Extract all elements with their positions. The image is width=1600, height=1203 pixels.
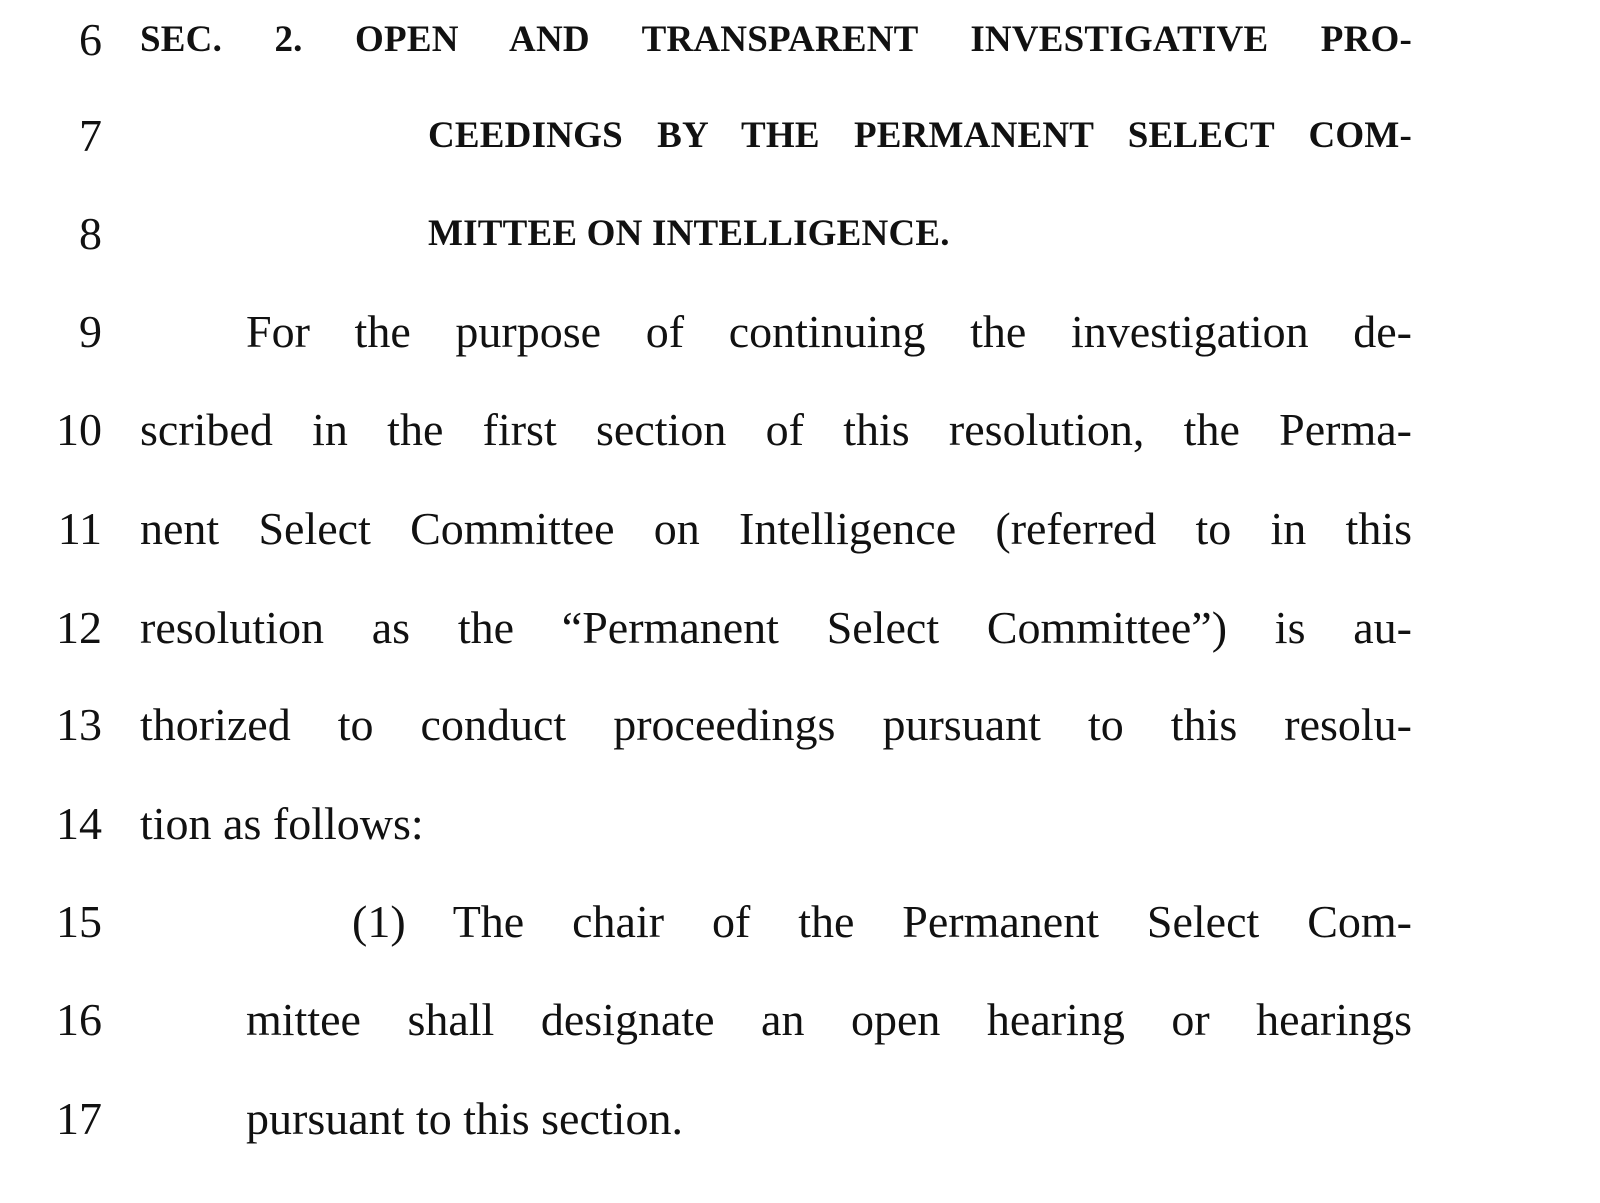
document-line xyxy=(0,302,1600,362)
document-line xyxy=(0,990,1600,1050)
body-text: tion as follows: xyxy=(140,798,424,849)
document-line xyxy=(0,106,1600,166)
line-number: 8 xyxy=(79,208,102,259)
line-number: 12 xyxy=(56,602,102,653)
document-line xyxy=(0,10,1600,70)
line-number: 6 xyxy=(79,14,102,65)
line-number: 11 xyxy=(57,503,102,554)
document-line xyxy=(0,499,1600,559)
body-text: scribed in the first section of this resolution, the Perma- xyxy=(140,404,1412,455)
document-line xyxy=(0,598,1600,658)
document-line xyxy=(0,794,1600,854)
body-text: nent Select Committee on Intelligence (referred to in this xyxy=(140,503,1412,554)
list-item-text: mittee shall designate an open hearing or hearings xyxy=(246,994,1412,1045)
line-number: 10 xyxy=(56,404,102,455)
body-text: thorized to conduct proceedings pursuant to this resolu- xyxy=(140,699,1412,750)
line-number: 15 xyxy=(56,896,102,947)
line-number: 14 xyxy=(56,798,102,849)
document-line xyxy=(0,204,1600,264)
section-heading-continuation: CEEDINGS BY THE PERMANENT SELECT COM- xyxy=(428,115,1412,156)
document-line xyxy=(0,695,1600,755)
section-heading: SEC. 2. OPEN AND TRANSPARENT INVESTIGATIVE PRO- xyxy=(140,19,1412,60)
body-text: resolution as the “Permanent Select Committee”) is au- xyxy=(140,602,1412,653)
line-number: 7 xyxy=(79,110,102,161)
document-line xyxy=(0,892,1600,952)
document-line xyxy=(0,400,1600,460)
line-number: 17 xyxy=(56,1093,102,1144)
line-number: 13 xyxy=(56,699,102,750)
list-item-text: (1) The chair of the Permanent Select Com- xyxy=(352,896,1412,947)
list-item-text: pursuant to this section. xyxy=(246,1093,683,1144)
line-number: 9 xyxy=(79,306,102,357)
line-number: 16 xyxy=(56,994,102,1045)
body-text: For the purpose of continuing the investigation de- xyxy=(246,306,1412,357)
section-heading-continuation: MITTEE ON INTELLIGENCE. xyxy=(428,213,950,254)
document-line xyxy=(0,1089,1600,1149)
